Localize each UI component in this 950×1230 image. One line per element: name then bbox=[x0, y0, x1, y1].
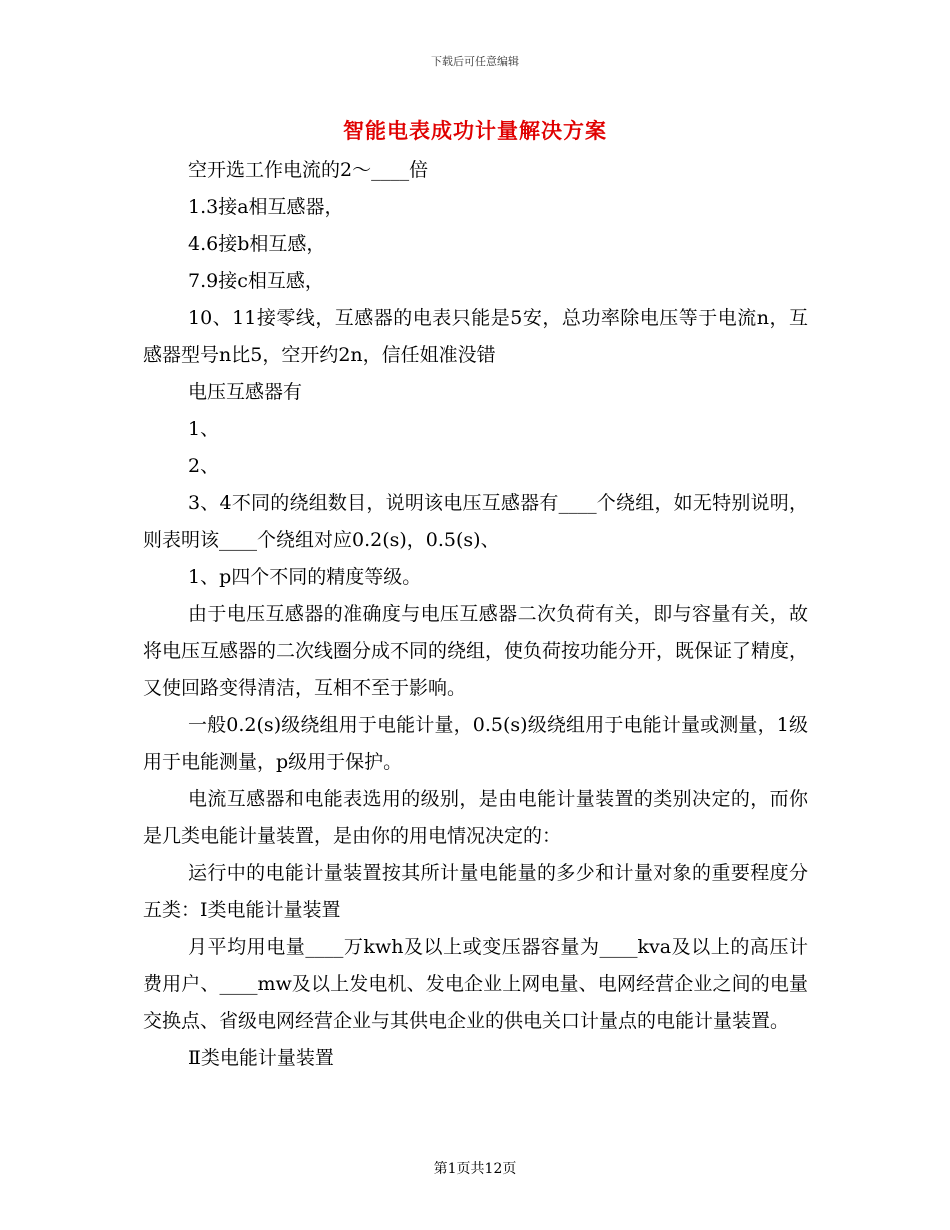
paragraph: 10、11接零线，互感器的电表只能是5安，总功率除电压等于电流n，互感器型号n比5，空开约2n，信任姐准没错 bbox=[143, 307, 808, 366]
paragraph: 由于电压互感器的准确度与电压互感器二次负荷有关，即与容量有关，故将电压互感器的二次线圈分成不同的绕组，使负荷按功能分开，既保证了精度，又使回路变得清洁，互相不至于影响。 bbox=[143, 603, 809, 699]
paragraph: 7.9接c相互感， bbox=[188, 270, 324, 292]
page-footer: 第1页共12页 bbox=[433, 1161, 517, 1177]
paragraph: 1、 bbox=[188, 418, 220, 440]
paragraph: 1.3接a相互感器， bbox=[188, 196, 344, 218]
paragraph: Ⅱ类电能计量装置 bbox=[188, 1047, 334, 1069]
paragraph: 电流互感器和电能表选用的级别，是由电能计量装置的类别决定的，而你是几类电能计量装置，是由你的用电情况决定的： bbox=[143, 788, 808, 847]
paragraph: 运行中的电能计量装置按其所计量电能量的多少和计量对象的重要程度分五类：Ⅰ类电能计量装置 bbox=[143, 862, 808, 921]
paragraph: 4.6接b相互感， bbox=[188, 233, 326, 255]
page-header: 下载后可任意编辑 bbox=[431, 55, 519, 68]
document-title: 智能电表成功计量解决方案 bbox=[343, 118, 607, 143]
paragraph: 空开选工作电流的2～____倍 bbox=[188, 159, 429, 181]
document-body bbox=[143, 152, 808, 1077]
paragraph: 3、4不同的绕组数目，说明该电压互感器有____个绕组，如无特别说明，则表明该____个绕组对应0.2(s)，0.5(s)、 bbox=[143, 492, 808, 551]
paragraph: 一般0.2(s)级绕组用于电能计量，0.5(s)级绕组用于电能计量或测量，1级用于电能测量，p级用于保护。 bbox=[143, 714, 808, 773]
paragraph: 2、 bbox=[188, 455, 220, 477]
paragraph: 月平均用电量____万kwh及以上或变压器容量为____kva及以上的高压计费用户、____mw及以上发电机、发电企业上网电量、电网经营企业之间的电量交换点、省级电网经营企业与其供电企业的供电关口计量点的电能计量装置。 bbox=[143, 936, 808, 1032]
paragraph: 电压互感器有 bbox=[188, 381, 303, 403]
paragraph: 1、p四个不同的精度等级。 bbox=[188, 566, 422, 588]
